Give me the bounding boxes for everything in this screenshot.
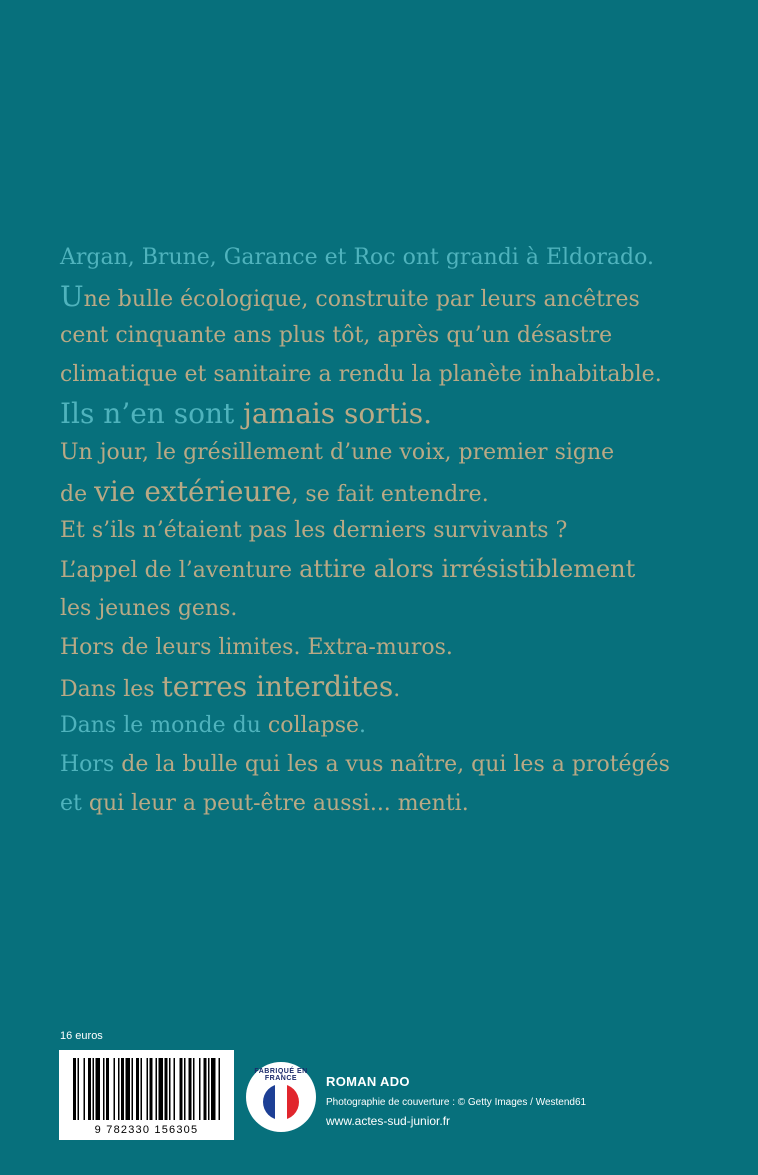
barcode-bar <box>132 1058 134 1120</box>
blurb-emphasis: jamais sortis. <box>243 397 433 430</box>
barcode-bar <box>78 1058 80 1120</box>
barcode-bar <box>193 1058 195 1120</box>
photo-credit: Photographie de couverture : © Getty Images / Westend61 <box>326 1097 587 1108</box>
blurb-text: L’appel de l’aventure <box>60 558 300 583</box>
barcode-bar <box>180 1058 183 1120</box>
blurb-text: et <box>60 791 89 816</box>
made-in-france-badge <box>246 1062 316 1132</box>
blurb-text: climatique et sanitaire a rendu la planète inhabitable. <box>60 362 662 387</box>
barcode-bar <box>156 1058 158 1120</box>
blurb-emphasis: collapse <box>267 713 360 738</box>
barcode-bar <box>84 1058 86 1120</box>
blurb-text: Hors <box>60 752 115 777</box>
blurb-text: Dans les <box>60 677 162 702</box>
blurb-text: cent cinquante ans plus tôt, après qu’un désastre <box>60 323 613 348</box>
barcode-bars <box>59 1050 234 1128</box>
blurb-line-5 <box>60 394 740 433</box>
barcode-bar <box>121 1058 124 1120</box>
blurb-text: de la bulle qui les a vus naître, qui les a protégés <box>114 752 670 777</box>
blurb-line-14 <box>60 745 740 784</box>
blurb-line-12 <box>60 667 740 706</box>
blurb-emphasis: terres interdites <box>161 670 394 703</box>
barcode-bar <box>204 1058 207 1120</box>
flag-stripe-white <box>275 1084 287 1120</box>
blurb-text: qui leur a peut-être aussi... menti. <box>88 791 469 816</box>
barcode <box>59 1050 234 1140</box>
flag-stripe-blue <box>263 1084 275 1120</box>
blurb-emphasis: vie extérieure <box>94 475 292 508</box>
blurb-line-15 <box>60 784 740 823</box>
blurb-emphasis: attire alors irrésistiblement <box>299 555 636 583</box>
blurb-text: Hors de leurs limites. Extra-muros. <box>60 635 453 660</box>
barcode-bar <box>114 1058 116 1120</box>
publisher-info <box>326 1074 586 1128</box>
back-cover-blurb <box>60 238 740 823</box>
blurb-line-7 <box>60 472 740 511</box>
badge-label: FABRIQUÉ EN FRANCE <box>254 1068 308 1082</box>
blurb-line-2 <box>60 277 740 316</box>
barcode-bar <box>169 1058 171 1120</box>
barcode-bar <box>136 1058 139 1120</box>
blurb-text: . <box>359 713 367 738</box>
barcode-bar <box>159 1058 164 1120</box>
blurb-emphasis: Ils n’en sont <box>60 397 244 430</box>
blurb-line-4 <box>60 355 740 394</box>
barcode-bar <box>126 1058 131 1120</box>
blurb-text: Argan, Brune, Garance et Roc ont grandi à Eldorado. <box>60 245 654 270</box>
barcode-bar <box>147 1058 149 1120</box>
blurb-line-8 <box>60 511 740 550</box>
genre-label: ROMAN ADO <box>326 1074 410 1089</box>
barcode-bar <box>219 1058 221 1120</box>
barcode-bar <box>106 1058 109 1120</box>
barcode-bar <box>174 1058 176 1120</box>
barcode-bar <box>165 1058 168 1120</box>
blurb-text: les jeunes gens. <box>60 596 238 621</box>
barcode-bar <box>118 1058 120 1120</box>
flag-stripe-red <box>287 1084 299 1120</box>
blurb-line-6 <box>60 433 740 472</box>
blurb-initial: U <box>60 280 84 313</box>
barcode-bar <box>199 1058 201 1120</box>
blurb-line-1 <box>60 238 740 277</box>
blurb-line-3 <box>60 316 740 355</box>
blurb-line-9 <box>60 550 740 589</box>
barcode-bar <box>184 1058 186 1120</box>
blurb-line-13 <box>60 706 740 745</box>
publisher-website-link[interactable]: www.actes-sud-junior.fr <box>326 1114 451 1128</box>
barcode-bar <box>88 1058 91 1120</box>
barcode-bar <box>96 1058 101 1120</box>
blurb-line-10 <box>60 589 740 628</box>
barcode-bar <box>208 1058 210 1120</box>
barcode-bar <box>211 1058 216 1120</box>
blurb-text: ne bulle écologique, construite par leurs ancêtres <box>83 287 640 312</box>
blurb-text: , se fait entendre. <box>291 482 489 507</box>
barcode-bar <box>189 1058 192 1120</box>
barcode-bar <box>103 1058 105 1120</box>
blurb-text: Un jour, le grésillement d’une voix, premier signe <box>60 440 615 465</box>
blurb-text: Dans le monde du <box>60 713 268 738</box>
blurb-text: de <box>60 482 95 507</box>
price-label: 16 euros <box>60 1030 103 1042</box>
blurb-text: . <box>393 677 401 702</box>
barcode-bar <box>150 1058 153 1120</box>
french-flag-icon <box>263 1084 299 1120</box>
isbn-number: 9 782330 156305 <box>94 1124 199 1136</box>
barcode-bar <box>141 1058 143 1120</box>
barcode-bar <box>93 1058 95 1120</box>
blurb-text: Et s’ils n’étaient pas les derniers survivants ? <box>60 518 568 543</box>
blurb-line-11 <box>60 628 740 667</box>
barcode-bar <box>73 1058 76 1120</box>
